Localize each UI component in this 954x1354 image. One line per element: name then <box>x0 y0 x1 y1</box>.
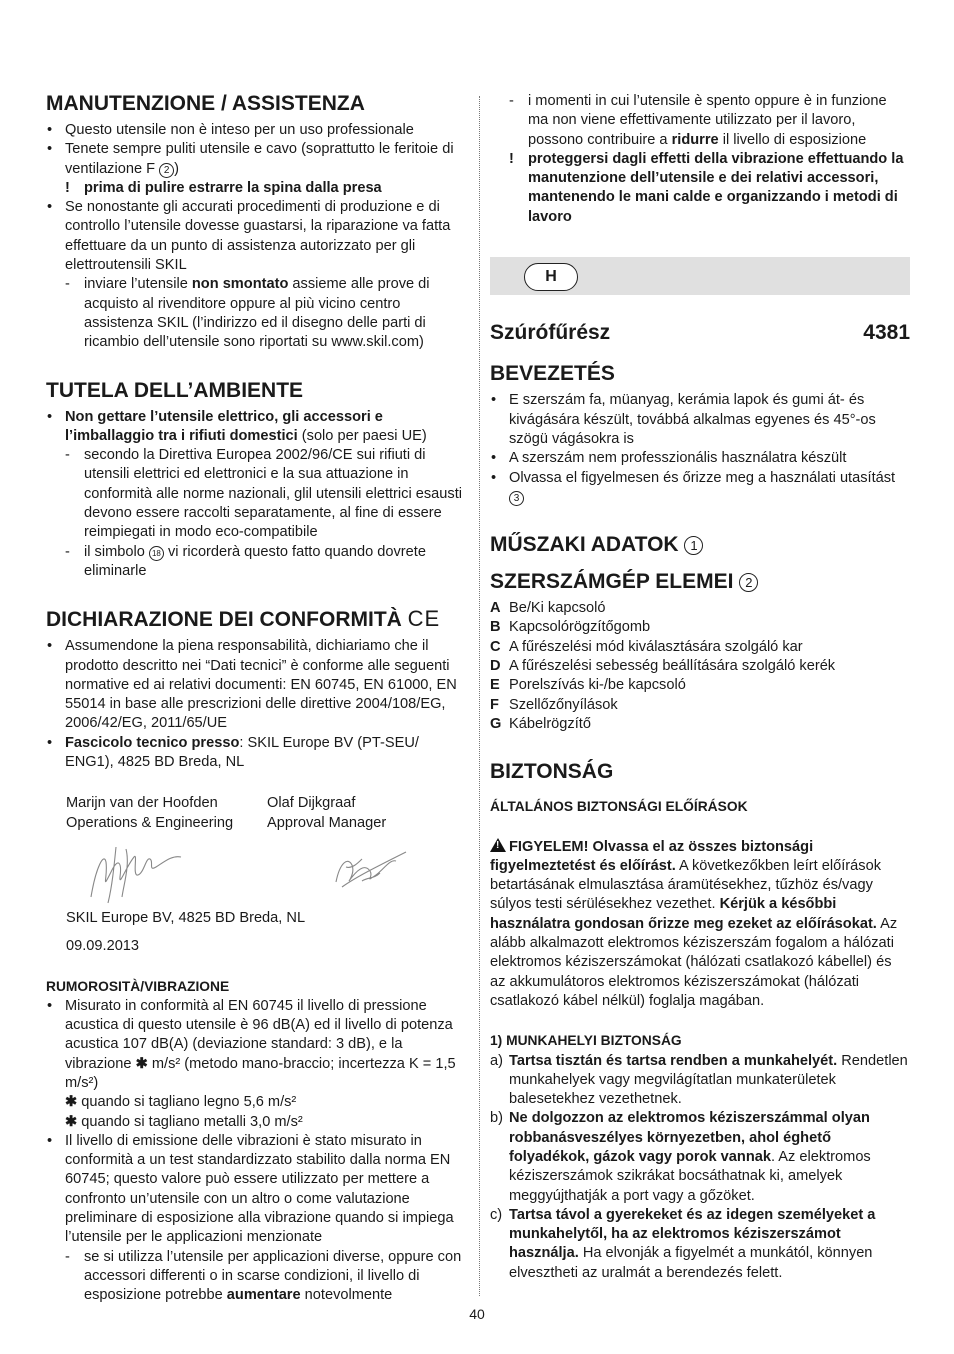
product-title <box>490 321 910 345</box>
heading-parts: SZERSZÁMGÉP ELEMEI 2 <box>490 570 910 594</box>
heading-tech-data: MŰSZAKI ADATOK 1 <box>490 533 910 557</box>
safety-warning: !FIGYELEM! Olvassa el az összes biztonsági figyelmeztetést és előírást. A következőkben leírt előírások betartásának elmulasztása áramütésekhez, tűzhöz és/vagy súlyos testi sérülésekhez vezethet. Kérjük a későbbi használatra gondosan őrizze meg ezeket az előírásokat. Az alább alkalmazott elektromos kéziszerszám fogalom a hálózati elektromos kéziszerszámokat (hálózati csatlakozó kábellel) és az akkumulátoros elektromos kéziszerszámokat (hálózati csatlakozó kábel nélkül) foglalja magában. <box>490 838 910 1012</box>
list-item: G Kábelrögzítő <box>490 715 591 732</box>
list-item: A Be/Ki kapcsoló <box>490 600 606 617</box>
heading-intro: BEVEZETÉS <box>490 362 615 386</box>
ref-number: 3 <box>509 491 524 506</box>
heading-work-safety: 1) MUNKAHELYI BIZTONSÁG <box>490 1033 682 1049</box>
list-item: - inviare l’utensile non smontato assieme alle prove di acquisto al rivenditore oppure al più vicino centro assistenza SKIL (l’indirizzo ed il disegno delle parti di ricambio dell’utensile sono riportati su www.skil.com) <box>46 275 468 352</box>
signature-2-image <box>266 837 426 907</box>
heading-general-safety: ÁLTALÁNOS BIZTONSÁGI ELŐÍRÁSOK <box>490 799 748 815</box>
list-item: • Fascicolo tecnico presso: SKIL Europe BV (PT-SEU/ ENG1), 4825 BD Breda, NL <box>46 734 468 773</box>
ref-number: 18 <box>149 546 164 561</box>
signature-images <box>86 837 468 907</box>
list-item: a) Tartsa tisztán és tartsa rendben a munkahelyét. Rendetlen munkahelyek vagy megvilágítatlan munkaterületek balesetekhez vezethetnek. <box>490 1052 908 1108</box>
list-item: ✱ quando si tagliano legno 5,6 m/s² <box>65 1094 297 1111</box>
heading-noise: RUMOROSITÀ/VIBRAZIONE <box>46 978 230 994</box>
list-item: • Olvassa el figyelmesen és őrizze meg a használati utasítást 3 <box>490 469 910 508</box>
heading-environment: TUTELA DELL’AMBIENTE <box>46 378 304 402</box>
list-item: - il simbolo 18 vi ricorderà questo fatto quando dovrete eliminarle <box>46 543 468 582</box>
product-model: 4381 <box>863 321 910 345</box>
signatory-name: Marijn van der Hoofden <box>66 795 218 812</box>
ref-number: 2 <box>159 163 174 178</box>
list-item: • Assumendone la piena responsabilità, dichiariamo che il prodotto descritto nei “Dati tecnici” è conforme alle seguenti normative ed ai relativi documenti: EN 60745, EN 61000, EN 55014 in base alle prescrizioni delle direttive 2004/108/EG, 2006/42/EG, 2011/65/UE <box>46 637 468 733</box>
list-item: - se si utilizza l’utensile per applicazioni diverse, oppure con accessori differenti o in scarse condizioni, il livello di esposizione potrebbe aumentare notevolmente <box>46 1248 468 1306</box>
signatory-role: Approval Manager <box>267 814 387 831</box>
list-item: C A fűrészelési mód kiválasztására szolgáló kar <box>490 638 803 655</box>
parts-list <box>490 599 910 734</box>
list-item: E Porelszívás ki-/be kapcsoló <box>490 677 686 694</box>
list-item: • Non gettare l’utensile elettrico, gli accessori e l’imballaggio tra i rifiuti domestici (solo per paesi UE) <box>46 408 468 447</box>
ce-mark: CE <box>407 606 441 632</box>
column-separator <box>479 96 480 1296</box>
list-item: • Tenete sempre puliti utensile e cavo (soprattutto le feritoie di ventilazione F 2 ) <box>46 140 468 179</box>
signature-1-image <box>86 837 266 907</box>
list-item: - i momenti in cui l’utensile è spento oppure è in funzione ma non viene effettivamente utilizzato per il lavoro, possono contribuire a ridurre il livello di esposizione <box>490 92 910 150</box>
list-item: D A fűrészelési sebesség beállítására szolgáló kerék <box>490 658 836 675</box>
list-item: • E szerszám fa, müanyag, kerámia lapok és gumi át- és kivágására készült, továbbá alkalmas egyenes és 45°-os szögü vágásokra is <box>490 391 910 449</box>
heading-conformity: DICHIARAZIONE DEI CONFORMITÀ CE <box>46 606 441 632</box>
language-band <box>490 257 910 295</box>
company-address: SKIL Europe BV, 4825 BD Breda, NL <box>66 909 306 926</box>
right-column <box>490 92 910 1283</box>
left-column <box>46 92 468 1306</box>
heading-maintenance: MANUTENZIONE / ASSISTENZA <box>46 92 365 115</box>
page-number: 40 <box>469 1306 485 1322</box>
signatories <box>66 794 468 833</box>
list-item: • A szerszám nem professzionális használatra készült <box>490 449 910 468</box>
ref-number: 1 <box>684 536 703 555</box>
ref-number: 2 <box>739 573 758 592</box>
warning-triangle-icon <box>490 838 506 852</box>
list-item: - secondo la Direttiva Europea 2002/96/CE sui rifiuti di utensili elettrici ed elettronici e la sua attuazione in conformità alle norme nazionali, glil utensili elettrici esausti devono essere raccolti separatamente, al fine di essere reimpiegati in modo eco-compatibile <box>46 446 468 542</box>
list-item: • Questo utensile non è inteso per un uso professionale <box>46 121 468 140</box>
list-item: • Misurato in conformità al EN 60745 il livello di pressione acustica di questo utensile è 96 dB(A) ed il livello di potenza acustica 107 dB(A) (deviazione standard: 3 dB), e la vibrazione ✱ m/s² (metodo mano-braccio; incertezza K = 1,5 m/s²) <box>46 997 468 1093</box>
signatory-role: Operations & Engineering <box>66 814 234 831</box>
list-item: F Szellőzőnyílások <box>490 696 618 713</box>
signatory-name: Olaf Dijkgraaf <box>267 795 356 812</box>
list-item: ✱ quando si tagliano metalli 3,0 m/s² <box>65 1113 303 1130</box>
list-item: • Il livello di emissione delle vibrazioni è stato misurato in conformità a un test standardizzato stabilito dalla norma EN 60745; questo valore può essere utilizzato per mettere a confronto un’utensile con un altro o come valutazione preliminare di esposizione alla vibrazione quando si impiega l’utensile per le applicazioni menzionate <box>46 1132 468 1248</box>
language-badge: H <box>524 263 578 291</box>
list-item: c) Tartsa távol a gyerekeket és az idegen személyeket a munkahelytől, ha az elektromos kéziszerszámot használja. Ha elvonják a figyelmét a munkától, könnyen elvesztheti az uralmát a berendezés felett. <box>490 1206 876 1281</box>
warning-item: ! prima di pulire estrarre la spina dalla presa <box>65 179 382 196</box>
list-item: b) Ne dolgozzon az elektromos kéziszerszámmal olyan robbanásveszélyes környezetben, ahol éghető folyadékok, gázok vagy porok vannak. Az elektromos kéziszerszámok szikrákat bocsáthatnak ki, amelyek meggyújthatják a port vagy a gőzöket. <box>490 1110 871 1204</box>
heading-safety: BIZTONSÁG <box>490 760 614 784</box>
list-item: B Kapcsolórögzítőgomb <box>490 619 651 636</box>
declaration-date: 09.09.2013 <box>66 938 140 955</box>
warning-item: ! proteggersi dagli effetti della vibrazione effettuando la manutenzione dell’utensile e dei relativi accessori, mantenendo le mani calde e organizzando i metodi di lavoro <box>509 150 904 225</box>
list-item: • Se nonostante gli accurati procedimenti di produzione e di controllo l’utensile dovesse guastarsi, la riparazione va fatta effettuare da un punto di assistenza autorizzato per gli elettroutensili SKIL <box>46 198 468 275</box>
product-name: Szúrófűrész <box>490 321 611 345</box>
